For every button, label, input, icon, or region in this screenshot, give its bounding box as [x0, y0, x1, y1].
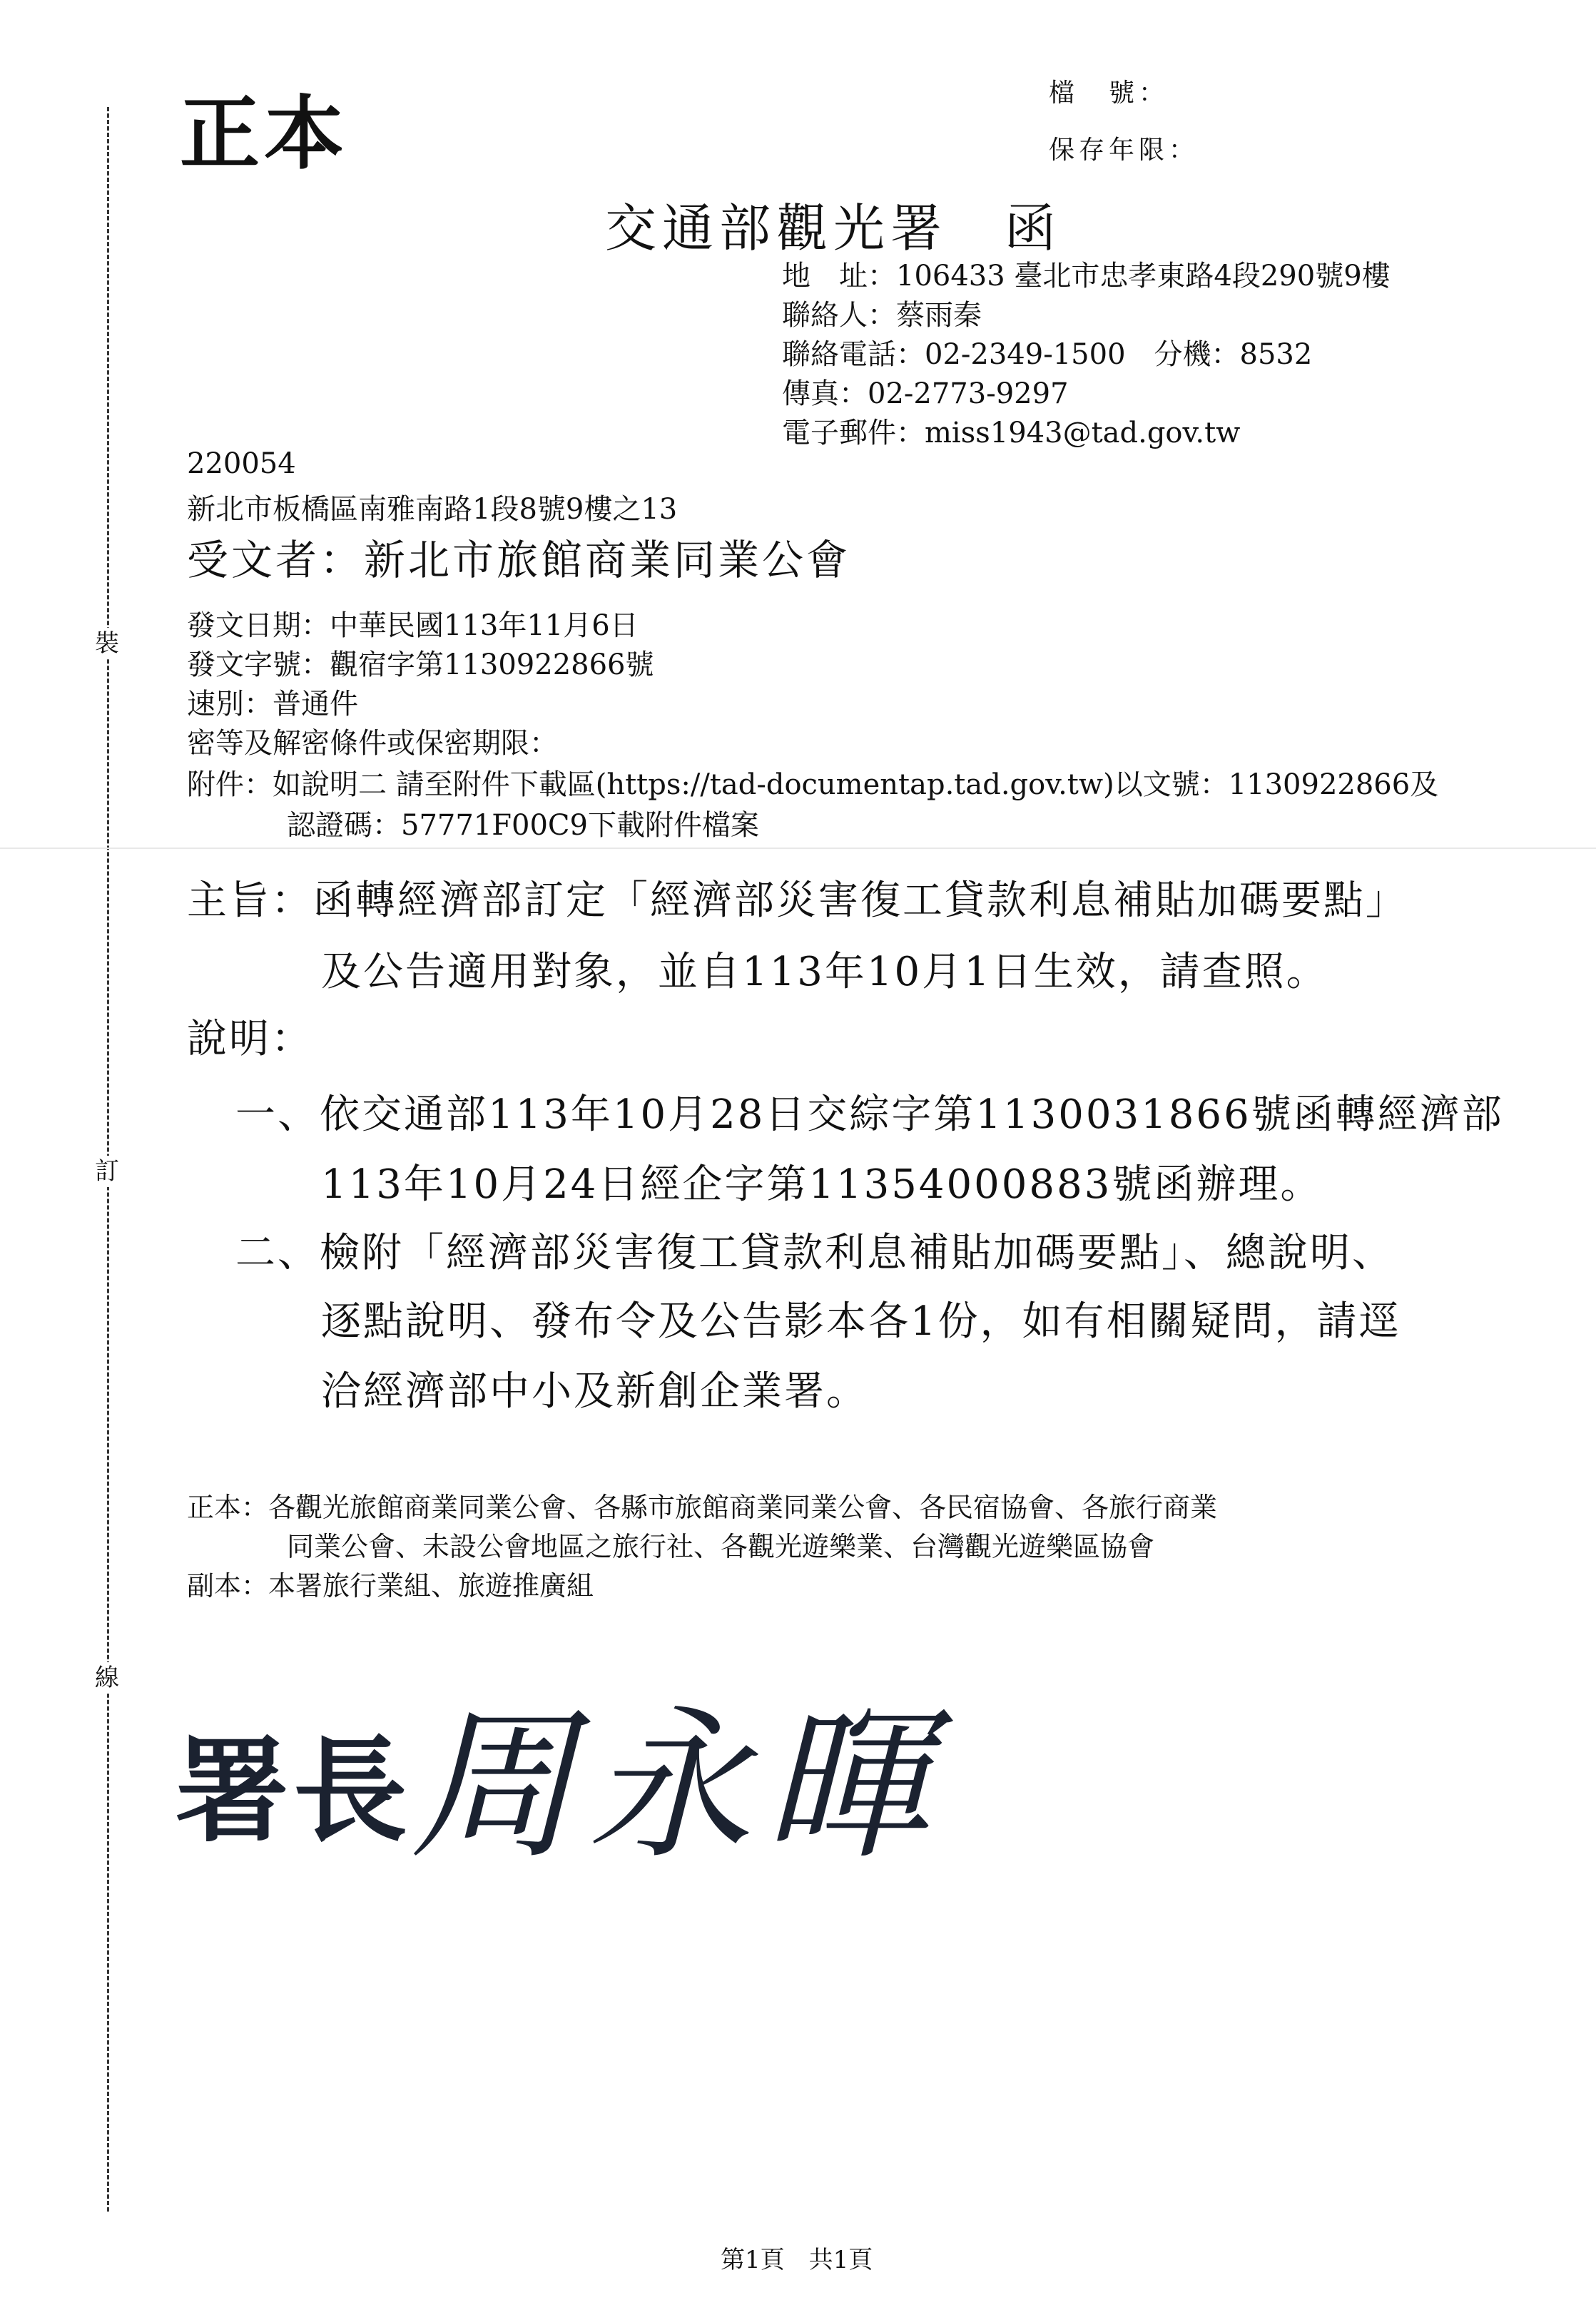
delivery-speed: 速別：普通件	[187, 688, 358, 721]
recipient: 受文者：新北市旅館商業同業公會	[187, 536, 851, 584]
binding-mark-ding: 訂	[93, 1156, 121, 1187]
attachment-line-1: 附件：如說明二 請至附件下載區(https://tad-documentap.tad.gov.tw)以文號：1130922866及	[187, 768, 1439, 801]
binding-mark-xian: 線	[93, 1662, 121, 1694]
sender-fax: 傳真：02-2773-9297	[782, 377, 1069, 410]
file-number-label: 檔 號：	[1049, 78, 1169, 108]
explanation-item-2-line-1: 二、檢附「經濟部災害復工貸款利息補貼加碼要點」、總說明、	[235, 1230, 1394, 1276]
explanation-item-1-line-1: 一、依交通部113年10月28日交綜字第1130031866號函轉經濟部	[235, 1092, 1504, 1138]
document-number: 發文字號：觀宿字第1130922866號	[187, 648, 654, 681]
explanation-item-2-line-3: 洽經濟部中小及新創企業署。	[321, 1368, 868, 1415]
paper-fold-line	[0, 848, 1596, 849]
copy-type-stamp: 正本	[180, 87, 348, 180]
explanation-item-1-line-2: 113年10月24日經企字第11354000883號函辦理。	[321, 1161, 1323, 1208]
sender-contact-person: 聯絡人：蔡雨秦	[782, 299, 982, 332]
recipient-postal-code: 220054	[187, 447, 296, 480]
copy-recipients: 副本：本署旅行業組、旅遊推廣組	[187, 1570, 594, 1602]
subject-line-2: 及公告適用對象，並自113年10月1日生效，請查照。	[321, 949, 1328, 995]
attachment-line-2: 認證碼：57771F00C9下載附件檔案	[287, 809, 759, 842]
explanation-item-2-line-2: 逐點說明、發布令及公告影本各1份，如有相關疑問，請逕	[321, 1298, 1401, 1345]
original-recipients-line-2: 同業公會、未設公會地區之旅行社、各觀光遊樂業、台灣觀光遊樂區協會	[287, 1531, 1155, 1562]
explanation-label: 說明：	[187, 1016, 313, 1062]
document-title: 交通部觀光署 函	[605, 198, 1062, 258]
sender-email: 電子郵件：miss1943@tad.gov.tw	[782, 417, 1241, 449]
secrecy-level: 密等及解密條件或保密期限：	[187, 727, 558, 760]
page-number: 第1頁 共1頁	[721, 2246, 873, 2274]
director-signature	[175, 1691, 967, 1926]
sender-phone: 聯絡電話：02-2349-1500 分機：8532	[782, 338, 1313, 371]
subject-line-1: 主旨：函轉經濟部訂定「經濟部災害復工貸款利息補貼加碼要點」	[187, 877, 1408, 924]
signature-title: 署長	[175, 1724, 412, 1858]
signature-name: 周永暉	[410, 1691, 941, 1882]
binding-mark-zhuang: 裝	[93, 628, 121, 659]
sender-address: 地 址：106433 臺北市忠孝東路4段290號9樓	[782, 260, 1391, 292]
recipient-street-address: 新北市板橋區南雅南路1段8號9樓之13	[187, 493, 678, 526]
issue-date: 發文日期：中華民國113年11月6日	[187, 609, 639, 642]
original-recipients-line-1: 正本：各觀光旅館商業同業公會、各縣市旅館商業同業公會、各民宿協會、各旅行商業	[187, 1492, 1218, 1523]
retention-period-label: 保存年限：	[1049, 136, 1199, 165]
